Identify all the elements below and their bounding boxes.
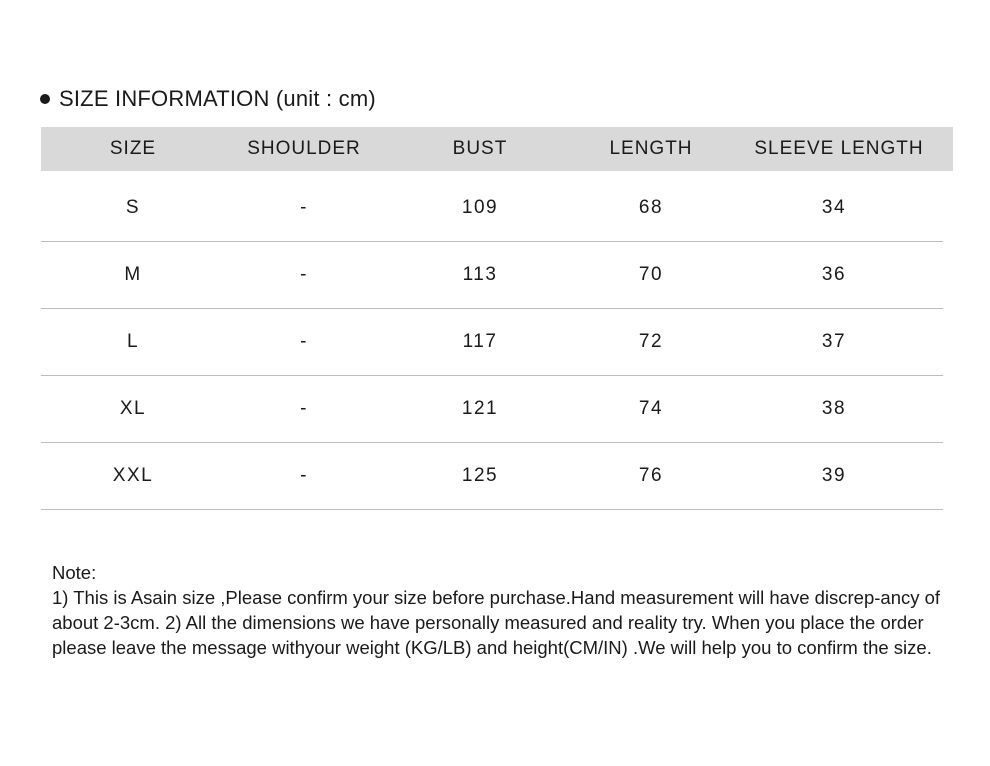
cell-length: 70 (638, 264, 664, 285)
section-title (40, 84, 376, 114)
cell-bust: 121 (461, 398, 499, 419)
cell-sleeve-length: 37 (821, 331, 847, 352)
cell-shoulder: - (300, 197, 308, 218)
cell-sleeve-length: 39 (821, 465, 847, 486)
note-section (52, 560, 952, 660)
page-title: SIZE INFORMATION (unit : cm) (59, 86, 376, 111)
cell-length: 76 (638, 465, 664, 486)
cell-bust: 109 (461, 197, 499, 218)
table-row (41, 242, 943, 309)
cell-size: S (125, 197, 141, 218)
cell-shoulder: - (300, 398, 308, 419)
header-length: LENGTH (609, 138, 693, 159)
cell-shoulder: - (300, 331, 308, 352)
cell-size: M (124, 264, 142, 285)
cell-bust: 125 (461, 465, 499, 486)
table-row (41, 175, 943, 242)
cell-shoulder: - (300, 264, 308, 285)
table-row (41, 309, 943, 376)
table-header (41, 127, 953, 171)
note-body: 1) This is Asain size ,Please confirm your size before purchase.Hand measurement will have discrep-ancy of about 2-3cm. 2) All the dimensions we have personally measured and reality try. When you place the order please leave the message withyour weight (KG/LB) and height(CM/IN) .We will help you to confirm the size. (52, 587, 941, 658)
header-bust: BUST (452, 138, 508, 159)
cell-length: 68 (638, 197, 664, 218)
cell-shoulder: - (300, 465, 308, 486)
header-shoulder: SHOULDER (247, 138, 361, 159)
cell-sleeve-length: 34 (821, 197, 847, 218)
cell-sleeve-length: 36 (821, 264, 847, 285)
bullet-icon (40, 94, 50, 104)
header-size: SIZE (109, 138, 157, 159)
table-row (41, 376, 943, 443)
header-sleeve-length: SLEEVE LENGTH (754, 138, 924, 159)
cell-size: XL (119, 398, 147, 419)
cell-size: XXL (112, 465, 154, 486)
table-body (41, 175, 943, 510)
note-heading: Note: (52, 562, 97, 583)
cell-bust: 113 (462, 264, 498, 285)
cell-bust: 117 (462, 331, 498, 352)
cell-sleeve-length: 38 (821, 398, 847, 419)
table-row (41, 443, 943, 510)
cell-size: L (126, 331, 140, 352)
cell-length: 74 (638, 398, 664, 419)
size-table (41, 127, 953, 510)
cell-length: 72 (638, 331, 664, 352)
